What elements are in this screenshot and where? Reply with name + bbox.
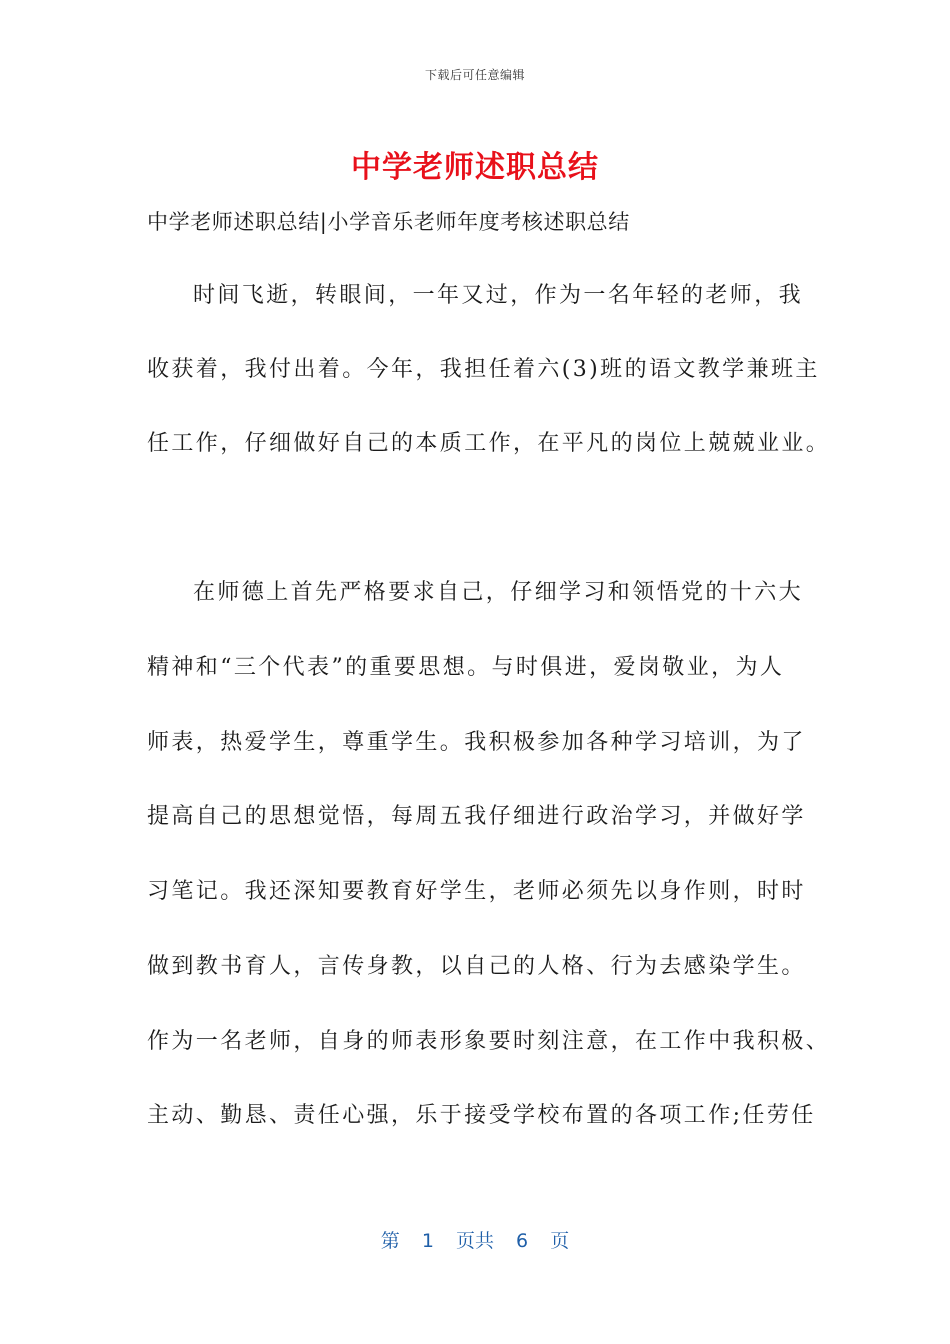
paragraph-line: 提高自己的思想觉悟，每周五我仔细进行政治学习，并做好学 bbox=[147, 804, 806, 829]
footer-page-number: 1 bbox=[421, 1230, 434, 1252]
paragraph-line: 时间飞逝，转眼间，一年又过，作为一名年轻的老师，我 bbox=[193, 283, 804, 308]
header-note: 下载后可任意编辑 bbox=[424, 68, 525, 82]
footer-page-total: 6 bbox=[516, 1230, 529, 1252]
paragraph-line: 作为一名老师，自身的师表形象要时刻注意，在工作中我积极、 bbox=[147, 1029, 831, 1054]
footer-middle: 页共 bbox=[455, 1230, 494, 1252]
paragraph-line: 习笔记。我还深知要教育好学生，老师必须先以身作则，时时 bbox=[147, 879, 806, 904]
document-title: 中学老师述职总结 bbox=[351, 150, 599, 185]
paragraph-line: 做到教书育人，言传身教，以自己的人格、行为去感染学生。 bbox=[147, 954, 806, 979]
footer-prefix: 第 bbox=[380, 1230, 400, 1252]
paragraph-line: 主动、勤恳、责任心强，乐于接受学校布置的各项工作;任劳任 bbox=[147, 1103, 816, 1128]
footer-suffix: 页 bbox=[550, 1230, 570, 1252]
paragraph-line: 在师德上首先严格要求自己，仔细学习和领悟党的十六大 bbox=[193, 580, 804, 605]
paragraph-line: 师表，热爱学生，尊重学生。我积极参加各种学习培训，为了 bbox=[147, 730, 806, 755]
document-subtitle: 中学老师述职总结|小学音乐老师年度考核述职总结 bbox=[147, 210, 630, 234]
paragraph-line: 精神和“三个代表”的重要思想。与时俱进，爱岗敬业，为人 bbox=[147, 655, 785, 680]
page-footer bbox=[0, 1226, 950, 1253]
paragraph-line: 任工作，仔细做好自己的本质工作，在平凡的岗位上兢兢业业。 bbox=[147, 431, 831, 456]
paragraph-line: 收获着，我付出着。今年，我担任着六(3)班的语文教学兼班主 bbox=[147, 357, 820, 382]
